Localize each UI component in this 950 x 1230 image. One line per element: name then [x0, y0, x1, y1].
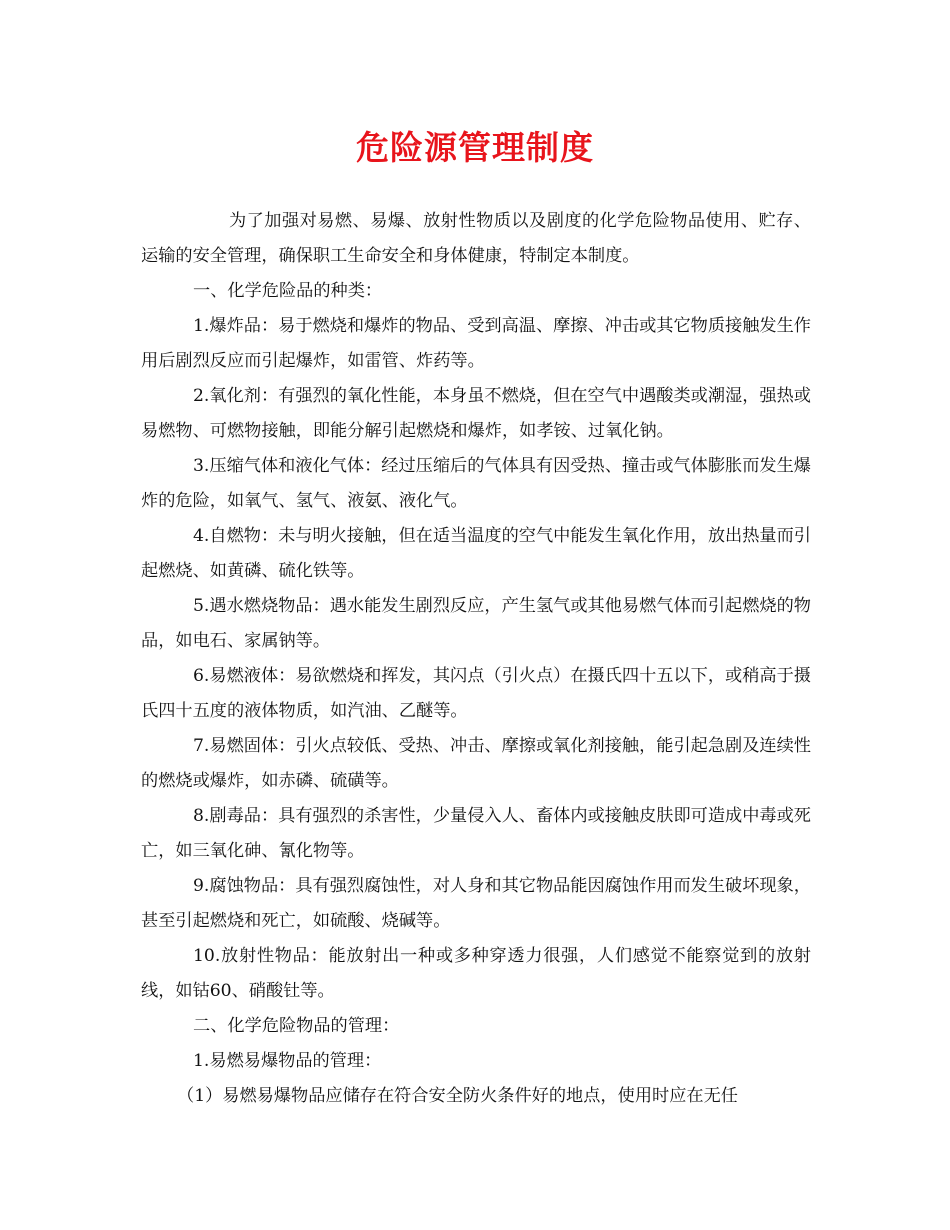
list-item: 3.压缩气体和液化气体：经过压缩后的气体具有因受热、撞击或气体膨胀而发生爆炸的危险，如氧气、氢气、液氨、液化气。	[141, 456, 811, 511]
intro-paragraph: 为了加强对易燃、易爆、放射性物质以及剧度的化学危险物品使用、贮存、运输的安全管理，确保职工生命安全和身体健康，特制定本制度。	[141, 211, 811, 266]
list-item: （1）易燃易爆物品应储存在符合安全防火条件好的地点，使用时应在无任	[177, 1086, 738, 1106]
list-item: 5.遇水燃烧物品：遇水能发生剧烈反应，产生氢气或其他易燃气体而引起燃烧的物品，如电石、家属钠等。	[141, 596, 811, 651]
document-title: 危险源管理制度	[356, 128, 594, 167]
list-item: 10.放射性物品：能放射出一种或多种穿透力很强，人们感觉不能察觉到的放射线，如钴60、硝酸钍等。	[141, 946, 811, 1001]
list-item: 6.易燃液体：易欲燃烧和挥发，其闪点（引火点）在摄氏四十五以下，或稍高于摄氏四十五度的液体物质，如汽油、乙醚等。	[141, 666, 811, 721]
list-item: 9.腐蚀物品：具有强烈腐蚀性，对人身和其它物品能因腐蚀作用而发生破坏现象，甚至引起燃烧和死亡，如硫酸、烧碱等。	[141, 876, 811, 931]
section-heading-2: 二、化学危险物品的管理：	[193, 1016, 400, 1036]
list-item: 7.易燃固体：引火点较低、受热、冲击、摩擦或氧化剂接触，能引起急剧及连续性的燃烧或爆炸，如赤磷、硫磺等。	[141, 736, 811, 791]
document-body	[141, 204, 811, 1114]
list-item: 2.氧化剂：有强烈的氧化性能，本身虽不燃烧，但在空气中遇酸类或潮湿，强热或易燃物、可燃物接触，即能分解引起燃烧和爆炸，如孝铵、过氧化钠。	[141, 386, 811, 441]
list-item: 8.剧毒品：具有强烈的杀害性，少量侵入人、畜体内或接触皮肤即可造成中毒或死亡，如三氧化砷、氰化物等。	[141, 806, 811, 861]
list-item: 1.爆炸品：易于燃烧和爆炸的物品、受到高温、摩擦、冲击或其它物质接触发生作用后剧烈反应而引起爆炸，如雷管、炸药等。	[141, 316, 811, 371]
subsection-heading: 1.易燃易爆物品的管理：	[193, 1051, 382, 1071]
section-heading-1: 一、化学危险品的种类：	[193, 281, 383, 301]
list-item: 4.自燃物：未与明火接触，但在适当温度的空气中能发生氧化作用，放出热量而引起燃烧、如黄磷、硫化铁等。	[141, 526, 811, 581]
